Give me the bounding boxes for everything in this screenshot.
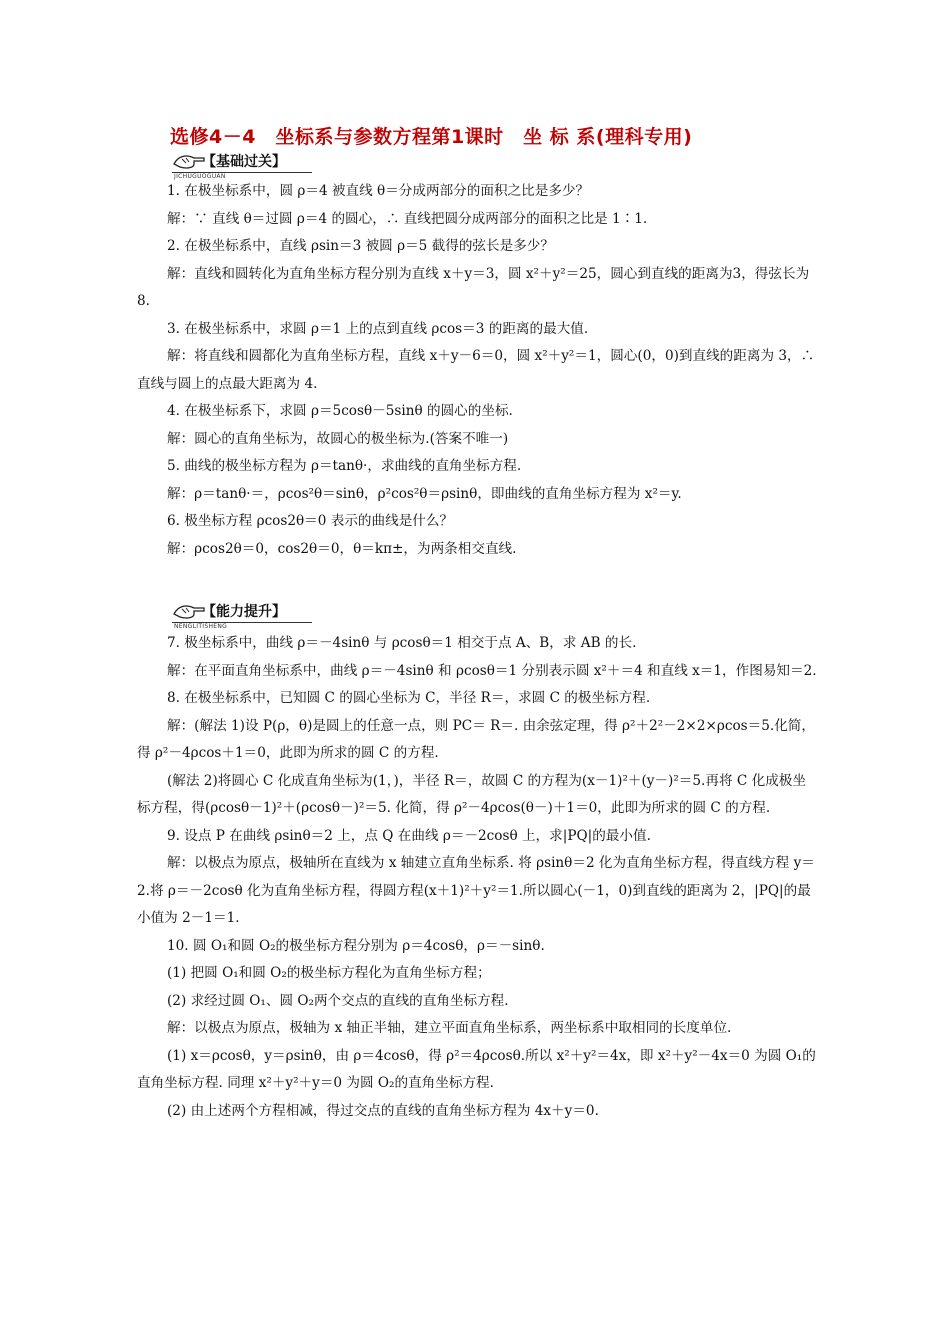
basic-problems [137, 178, 817, 563]
subquestion-line: (2) 求经过圆 O₁、圆 O₂两个交点的直线的直角坐标方程. [167, 992, 509, 1009]
solution-line: 解：以极点为原点，极轴为 x 轴正半轴，建立平面直角坐标系，两坐标系中取相同的长度单位. [167, 1020, 732, 1036]
problem-line: 3. 在极坐标系中，求圆 ρ＝1 上的点到直线 ρcos＝3 的距离的最大值. [167, 320, 589, 337]
advanced-problems [137, 630, 817, 1125]
solution-line: 解：ρcos2θ＝0，cos2θ＝0，θ＝kπ±，为两条相交直线. [167, 540, 517, 557]
solution-line: 解：将直线和圆都化为直角坐标方程，直线 x＋y－6＝0，圆 x²＋y²＝1，圆心(0，0)到直线的距离为 3，∴ 直线与圆上的点最大距离为 4. [137, 348, 815, 392]
section-pinyin: NENGLITISHENG [174, 623, 228, 630]
solution-line: (2) 由上述两个方程相减，得过交点的直线的直角坐标方程为 4x＋y＝0. [167, 1102, 599, 1119]
problem-line: 10. 圆 O₁和圆 O₂的极坐标方程分别为 ρ＝4cosθ，ρ＝－sinθ. [167, 937, 545, 954]
problem-line: 8. 在极坐标系中，已知圆 C 的圆心坐标为 C，半径 R＝，求圆 C 的极坐标方程. [167, 690, 651, 706]
solution-line: 解：ρ＝tanθ·＝，ρcos²θ＝sinθ，ρ²cos²θ＝ρsinθ，即曲线的直角坐标方程为 x²＝y. [167, 485, 682, 502]
problem-line: 5. 曲线的极坐标方程为 ρ＝tanθ·，求曲线的直角坐标方程. [167, 458, 522, 474]
problem-line: 7. 极坐标系中，曲线 ρ＝－4sinθ 与 ρcosθ＝1 相交于点 A、B，求 AB 的长. [167, 635, 637, 651]
solution-line: 解：∵ 直线 θ＝过圆 ρ＝4 的圆心，∴ 直线把圆分成两部分的面积之比是 1∶1. [167, 210, 648, 227]
problem-line: 2. 在极坐标系中，直线 ρsin＝3 被圆 ρ＝5 截得的弦长是多少？ [167, 238, 554, 254]
subquestion-line: (1) 把圆 O₁和圆 O₂的极坐标方程化为直角坐标方程； [167, 965, 491, 981]
solution-line: (1) x＝ρcosθ，y＝ρsinθ，由 ρ＝4cosθ，得 ρ²＝4ρcosθ.所以 x²＋y²＝4x，即 x²＋y²－4x＝0 为圆 O₁的直角坐标方程. 同理 x²＋y²＋y＝0 为圆 O₂的直角坐标方程. [137, 1047, 816, 1091]
problem-line: 1. 在极坐标系中，圆 ρ＝4 被直线 θ＝分成两部分的面积之比是多少？ [167, 183, 590, 199]
section-pinyin: JICHUGUOGUAN [174, 173, 226, 180]
page-title: 选修4－4 坐标系与参数方程第1课时 坐 标 系(理科专用) [170, 126, 693, 148]
solution-line: 解：圆心的直角坐标为，故圆心的极坐标为.(答案不唯一) [167, 430, 509, 447]
solution-line: 解：直线和圆转化为直角坐标方程分别为直线 x＋y＝3，圆 x²＋y²＝25，圆心到直线的距离为3，得弦长为8. [137, 265, 810, 309]
solution-line: (解法 2)将圆心 C 化成直角坐标为(1，)，半径 R＝，故圆 C 的方程为(x－1)²＋(y－)²＝5.再将 C 化成极坐标方程，得(ρcosθ－1)²＋(ρcosθ－)²＝5. 化简，得 ρ²－4ρcos(θ－)＋1＝0，此即为所求的圆 C 的方程. [137, 772, 806, 816]
problem-line: 4. 在极坐标系下，求圆 ρ＝5cosθ－5sinθ 的圆心的坐标. [167, 403, 513, 419]
problem-line: 6. 极坐标方程 ρcos2θ＝0 表示的曲线是什么？ [167, 513, 454, 529]
problem-line: 9. 设点 P 在曲线 ρsinθ＝2 上，点 Q 在曲线 ρ＝－2cosθ 上，求|PQ|的最小值. [167, 827, 651, 844]
solution-line: 解：以极点为原点，极轴所在直线为 x 轴建立直角坐标系. 将 ρsinθ＝2 化为直角坐标方程，得直线方程 y＝2.将 ρ＝－2cosθ 化为直角坐标方程，得圆方程(x＋1)²＋y²＝1.所以圆心(－1，0)到直线的距离为 2，|PQ|的最小值为 2－1＝1. [137, 855, 815, 926]
section-title-basic: 【基础过关】 [202, 154, 286, 170]
solution-line: 解：在平面直角坐标系中，曲线 ρ＝－4sinθ 和 ρcosθ＝1 分别表示圆 x²＋＝4 和直线 x＝1，作图易知＝2. [167, 662, 817, 679]
solution-line: 解：(解法 1)设 P(ρ，θ)是圆上的任意一点，则 PC＝ R＝. 由余弦定理，得 ρ²＋2²－2×2×ρcos＝5.化简，得 ρ²－4ρcos＋1＝0，此即为所求的圆 C 的方程. [137, 717, 815, 761]
section-title-advanced: 【能力提升】 [202, 604, 286, 620]
